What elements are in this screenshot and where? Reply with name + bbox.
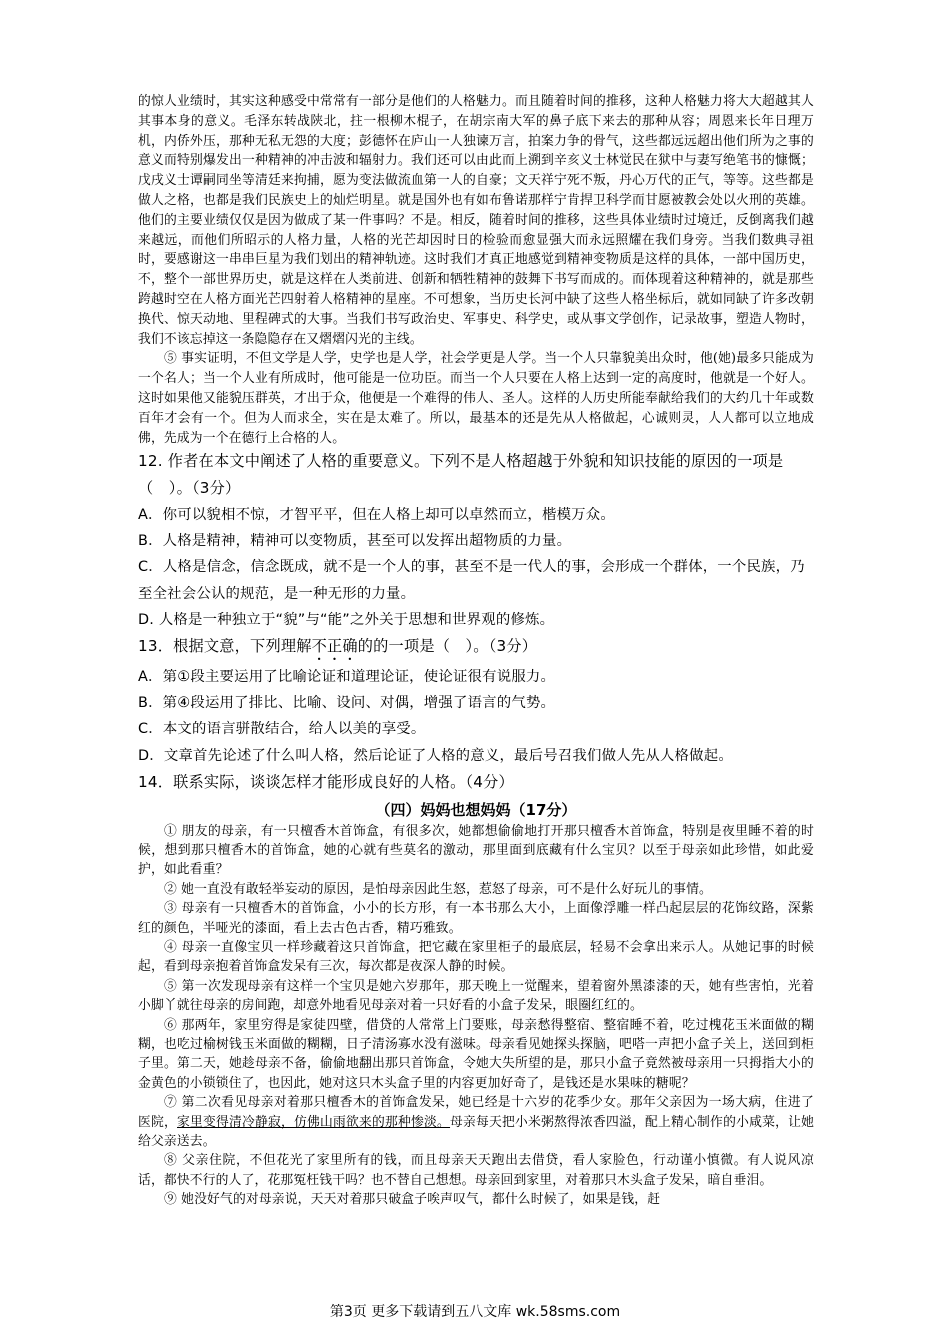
story-paragraph-7 (138, 1093, 814, 1151)
question-12-option-b: B．人格是精神，精神可以变物质，甚至可以发挥出超物质的力量。 (138, 533, 572, 550)
question-13-option-c: C．本文的语言骈散结合，给人以美的享受。 (138, 721, 426, 738)
story-paragraph-7-pre: ⑦ 第二次看见母亲对着那只檀香木的首饰盒发呆，她已经是十六岁的花季少女。那年父亲因为一场大病，住进了医院， (138, 1095, 814, 1130)
question-13 (138, 633, 814, 769)
story-title: （四）妈妈也想妈妈（17分） (375, 800, 577, 819)
question-13-stem-pre: 13．根据文意，下列理解 (138, 636, 312, 655)
question-13-stem (138, 633, 814, 664)
story-paragraph-4: ④ 母亲一直像宝贝一样珍藏着这只首饰盒，把它藏在家里柜子的最底层，轻易不会拿出来示人。从她记事的时候起，看到母亲抱着首饰盒发呆有三次，每次都是夜深人静的时候。 (138, 940, 814, 975)
story-section (138, 798, 814, 1210)
story-paragraph-7-post: 母亲每天把小米粥熬得浓香四溢，配上精心制作的小咸菜，让她给父亲送去。 (138, 1114, 815, 1150)
story-paragraph-1: ① 朋友的母亲，有一只檀香木首饰盒，有很多次，她都想偷偷地打开那只檀香木首饰盒，特别是夜里睡不着的时候，想到那只檀香木的首饰盒，她的心就有些莫名的激动，那里面到底藏有什么宝贝？以至于母亲如此珍惜，如此爱护，如此看重？ (138, 823, 814, 878)
question-12-option-d: D. 人格是一种独立于“貌”与“能”之外关于思想和世界观的修炼。 (138, 611, 555, 628)
story-paragraph-5: ⑤ 第一次发现母亲有这样一个宝贝是她六岁那年，那天晚上一觉醒来，望着窗外黑漆漆的天，她有些害怕，光着小脚丫就往母亲的房间跑，却意外地看见母亲对着一只好看的小盒子发呆，眼圈红红的。 (138, 978, 814, 1014)
essay-passage (138, 92, 814, 448)
question-12-stem: 12. 作者在本文中阐述了人格的重要意义。下列不是人格超越于外貌和知识技能的原因的一项是（ ）。（3分） (138, 452, 784, 498)
page-footer: 第3页 更多下载请到五八文库 wk.58sms.com (329, 1304, 621, 1320)
question-13-option-b: B．第④段运用了排比、比喻、设问、对偶，增强了语言的气势。 (138, 695, 556, 712)
story-paragraph-2: ② 她一直没有敢轻举妄动的原因，是怕母亲因此生怒，惹怒了母亲，可不是什么好玩儿的事情。 (164, 881, 712, 897)
question-13-option-a: A．第①段主要运用了比喻论证和道理论证，使论证很有说服力。 (138, 668, 556, 685)
question-12-option-c: C．人格是信念，信念既成，就不是一个人的事，甚至不是一代人的事，会形成一个群体，一个民族，乃至全社会公认的规范，是一种无形的力量。 (138, 559, 805, 602)
story-paragraph-3: ③ 母亲有一只檀香木的首饰盒，小小的长方形，有一本书那么大小，上面像浮雕一样凸起层层的花饰纹路，深紫红的颜色，半哑光的漆面，看上去古色古香，精巧雅致。 (138, 901, 814, 936)
question-14 (138, 769, 814, 796)
question-13-option-d: D．文章首先论述了什么叫人格，然后论证了人格的意义，最后号召我们做人先从人格做起。 (138, 747, 733, 764)
story-paragraph-7-underlined: 家里变得清冷静寂，仿佛山雨欲来的那种惨淡。 (177, 1114, 451, 1130)
essay-paragraph-continued: 的惊人业绩时，其实这种感受中常常有一部分是他们的人格魅力。而且随着时间的推移，这种人格魅力将大大超越其人其事本身的意义。毛泽东转战陕北，拄一根柳木棍子，在胡宗南大军的鼻子底下来去的那种从容；周恩来长年日理万机，内侨外压，那种无私无怨的大度；彭德怀在庐山一人独谏万言，拍案力争的骨气，这些都远远超出他们所为之事的意义而特别爆发出一种精神的冲击波和辐射力。我们还可以由此而上溯到辛亥义士林觉民在狱中与妻写绝笔书的慷慨；戊戌义士谭嗣同坐等清廷来拘捕，愿为变法做流血第一人的自豪；文天祥宁死不叛，丹心万代的正气，等等。这些都是做人之格，也都是我们民族史上的灿烂明星。就是国外也有如布鲁诺那样宁肯捍卫科学而甘愿被教会处以火刑的英雄。他们的主要业绩仅仅是因为做成了某一件事吗？不是。相反，随着时间的推移，这些具体业绩时过境迁，反倒离我们越来越远，而他们所昭示的人格力量，人格的光芒却因时日的检验而愈显强大而永远照耀在我们身旁。当我们数典寻祖时，要感谢这一串串巨星为我们划出的精神轨迹。这时我们才真正地感觉到精神变物质是这样的具体，一部中国历史，不，整个一部世界历史，就是这样在人类前进、创新和牺牲精神的鼓舞下书写而成的。而体现着这种精神的，就是那些跨越时空在人格方面光芒四射着人格精神的星座。不可想象，当历史长河中缺了这些人格坐标后，就如同缺了许多改朝换代、惊天动地、里程碑式的大事。当我们书写政治史、军事史、科学史，或从事文学创作，记录故事，塑造人物时，我们不该忘掉这一条隐隐存在又熠熠闪光的主线。 (138, 94, 814, 347)
question-12 (138, 448, 814, 633)
question-14-stem: 14．联系实际，谈谈怎样才能形成良好的人格。（4分） (138, 772, 514, 791)
story-paragraph-6: ⑥ 那两年，家里穷得是家徒四壁，借贷的人常常上门要账，母亲愁得整宿、整宿睡不着，吃过槐花玉米面做的糊糊，也吃过榆树钱玉米面做的糊糊，日子清汤寡水没有滋味。母亲看见她探头探脑，吧嗒一声把小盒子关上，送回到柜子里。第二天，她趁母亲不备，偷偷地翻出那只首饰盒，令她大失所望的是，那只小盒子竟然被母亲用一只拇指大小的金黄色的小锁锁住了，也因此，她对这只木头盒子里的内容更加好奇了，是钱还是水果味的糖呢？ (138, 1017, 814, 1091)
question-13-stem-post: 的的一项是（ ）。（3分） (357, 636, 538, 655)
story-paragraph-8: ⑧ 父亲住院，不但花光了家里所有的钱，而且母亲天天跑出去借贷，看人家脸色，行动谨小慎微。有人说风凉话，都快不行的人了，花那冤枉钱干吗？也不替自己想想。母亲回到家里，对着那只木头盒子发呆，暗自垂泪。 (138, 1153, 814, 1188)
question-13-stem-emphasis: 不正确 (311, 636, 358, 655)
essay-paragraph-5: ⑤ 事实证明，不但文学是人学，史学也是人学，社会学更是人学。当一个人只靠貌美出众时，他(她)最多只能成为一个名人；当一个人业有所成时，他可能是一位功臣。而当一个人只要在人格上达到一定的高度时，他就是一个好人。这时如果他又能貌压群英，才出于众，他便是一个难得的伟人、圣人。这样的人历史所能奉献给我们的大约几十年或数百年才会有一个。但为人而求全，实在是太难了。所以，最基本的还是先从人格做起，心诚则灵，人人都可以立地成佛，先成为一个在德行上合格的人。 (138, 351, 814, 446)
story-paragraph-9: ⑨ 她没好气的对母亲说，天天对着那只破盒子唉声叹气，都什么时候了，如果是钱，赶 (164, 1192, 661, 1208)
question-12-option-a: A．你可以貌相不惊，才智平平，但在人格上却可以卓然而立，楷模万众。 (138, 506, 615, 523)
page-content (138, 92, 814, 1210)
